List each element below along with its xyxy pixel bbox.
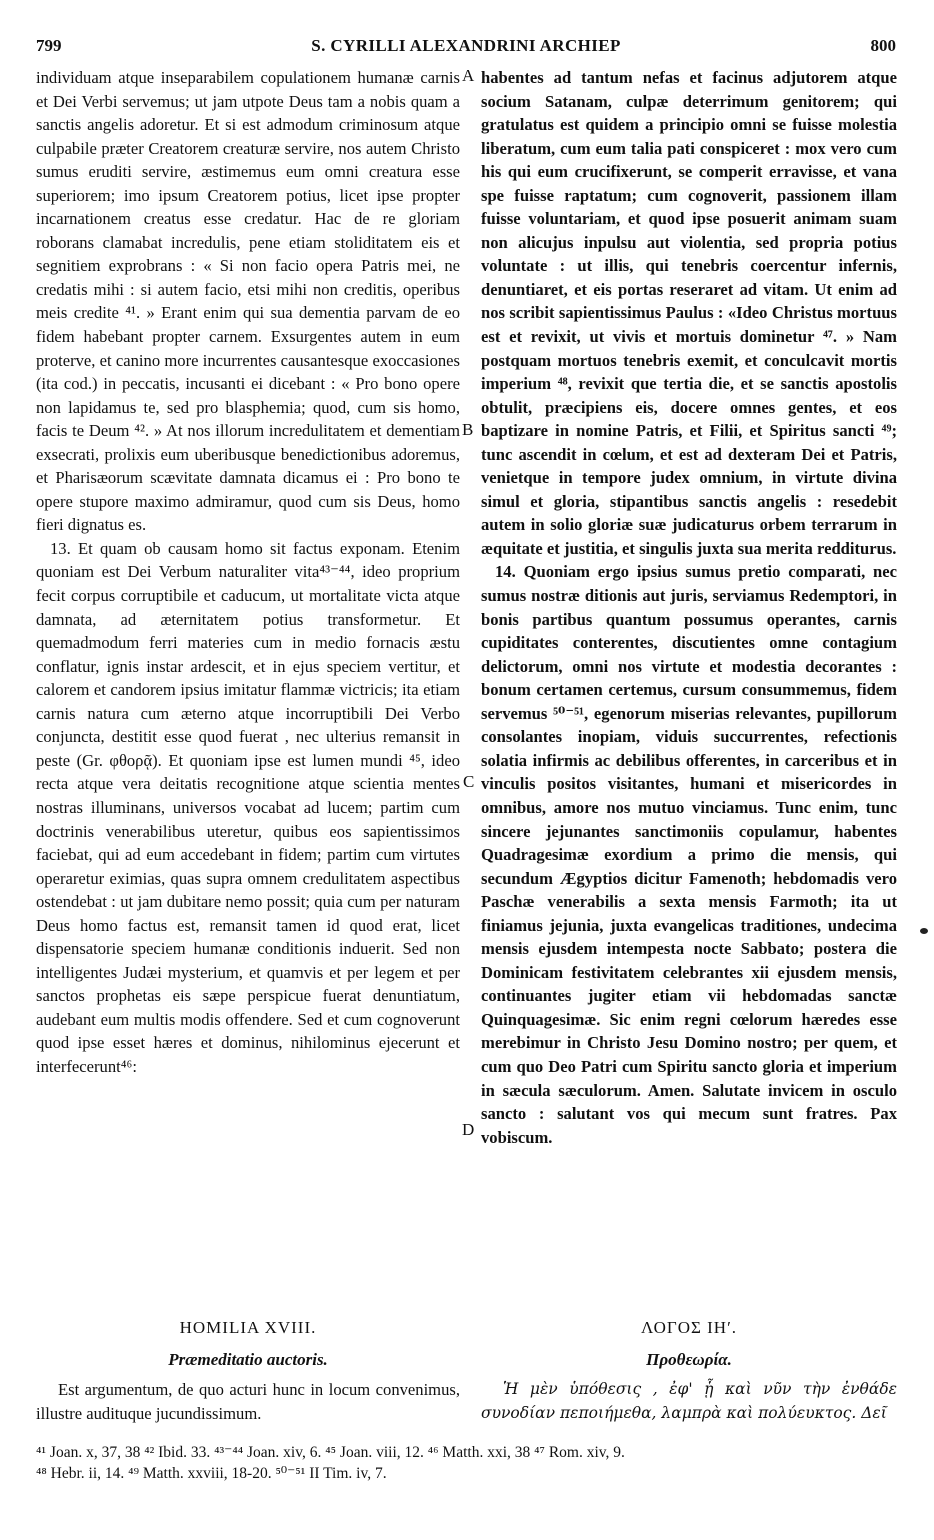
- homily-intro-greek-text: Ἡ μὲν ὑπόθεσις , ἐφ' ᾗ καὶ νῦν τὴν ἐνθάδε συνοδίαν πεποιήμεθα, λαμπρὰ καὶ πολύευκτος. Δεῖ: [481, 1380, 897, 1422]
- left-paragraph-1: individuam atque inseparabilem copulationem humanæ carnis et Dei Verbi servemus; ut jam utpote Deus tam a nobis quam a sanctis angelis adoretur. Et si est admodum criminosum atque culpabile præter Creatorem creaturæ servire, nos autem Christo sumus eruditi servire, æstimemus eum omni creatura esse superiorem; imo ipsum Creatorem potius, licet ipse propter incarnationem creatus esse credatur. Hac de re gloriam roborans clamabat incredulis, pene etiam stoliditatem eis et segnitiem exprobrans : « Si non facio opera Patris mei, ne credatis mihi : si autem facio, etsi mihi non creditis, operibus meis credite ⁴¹. » Erant enim qui sua dementia parvam de eo fidem habebant propter carnem. Exsurgentes autem in eum proterve, et canino more incurrentes causantesque exoccasiones (ita cod.) in peccatis, incusanti ei dicebant : « Pro bono opere non lapidamus te, sed pro blasphemia; quod, cum sis homo, facis te Deum ⁴². » At nos illorum incredulitatem et dementiam exsecrati, prolixis eum uberibusque benedictionibus adoremus, et Pharisæorum scævitate damnata dicamus ei : Pro bono te opere stupore maximo admiramur, quod cum sis Deus, homo fieri dignatus es.: [36, 68, 460, 535]
- page-header: [36, 36, 896, 60]
- page-number-left: 799: [36, 36, 62, 55]
- footnote-line-2: ⁴⁸ Hebr. ii, 14. ⁴⁹ Matth. xxviii, 18-20. ⁵⁰⁻⁵¹ II Tim. iv, 7.: [36, 1465, 387, 1482]
- homily-subtitle-latin: Præmeditatio auctoris.: [168, 1350, 328, 1369]
- page-number-right: 800: [870, 36, 896, 55]
- homily-title-greek: ΛΟΓΟΣ ΙΗʹ.: [640, 1318, 738, 1337]
- homily-title-latin: HOMILIA XVIII.: [179, 1318, 317, 1337]
- homily-intro-latin-text: Est argumentum, de quo acturi hunc in locum convenimus, illustre audituque jucundissimum.: [36, 1380, 460, 1423]
- right-column: [481, 66, 897, 1149]
- left-column: [36, 66, 460, 1079]
- footnotes: [36, 1442, 898, 1484]
- homily-intro-greek: [481, 1378, 897, 1425]
- right-paragraph-1: habentes ad tantum nefas et facinus adjutorem atque socium Satanam, culpæ deterrimum genitorem; qui gratulatus est quidem a principio omni se fuisse molestia liberatum, cum eum talia pati conspiceret : mox vero cum his qui eum crucifixerunt, se comperit erravisse, et vana spe fuisse raptatum; cum cognoverit, passionem illam fuisse voluntariam, et quod ipse posuerit animam suam non alicujus inpulsu aut violentia, sed propria potius voluntate : ut illis, qui tenebris coercentur infernis, denuntiaret, et eis portas reseraret ad vitam. Ut enim ad nos scribit sapientissimus Paulus : «Ideo Christus mortuus est et revixit, ut vivis et mortuis dominetur ⁴⁷. » Nam postquam mortuos tenebris exemit, et conculcavit mortis imperium ⁴⁸, revixit que tertia die, et se sanctis apostolis obtulit, præcipiens eis, docere omnes gentes, et eos baptizare in nomine Patris, et Filii, et Spiritus sancti ⁴⁹; tunc ascendit in cœlum, et est ad dexteram Dei et Patris, venietque in tempore judex omnium, in virtute divina simul et gloria, stipantibus sanctis angelis : resedebit autem in solio gloriæ suæ judicaturus orbem terrarum in æquitate et justitia, et singulis juxta sua merita redditurus.: [481, 68, 897, 558]
- margin-marker-b: B: [462, 420, 474, 439]
- margin-marker-a: A: [462, 66, 475, 85]
- margin-marker-c: C: [463, 772, 475, 791]
- homily-subtitle-greek: Προθεωρία.: [646, 1350, 732, 1369]
- margin-marker-d: D: [462, 1120, 475, 1139]
- footnote-line-1: ⁴¹ Joan. x, 37, 38 ⁴² Ibid. 33. ⁴³⁻⁴⁴ Joan. xiv, 6. ⁴⁵ Joan. viii, 12. ⁴⁶ Matth. xxi, 38 ⁴⁷ Rom. xiv, 9.: [36, 1444, 625, 1461]
- left-paragraph-2: 13. Et quam ob causam homo sit factus exponam. Etenim quoniam est Dei Verbum naturaliter vita⁴³⁻⁴⁴, ideo proprium fecit corpus corruptibile et caducum, ut mortalitate victa atque damnata, ad æternitatem potius transformetur. Et quemadmodum ferri materies cum in medio fornacis æstu conflatur, ignis instar ardescit, et in ejus speciem vertitur, et calorem et candorem ipsius imitatur flammæ victricis; ita etiam carnis natura cum æterno atque incorruptibili Dei Verbo conjuncta, destitit esse quod fuerat , nec ulterius remansit in peste (Gr. φθορᾷ). Et quoniam ipse est lumen mundi ⁴⁵, ideo recta atque vera deitatis recognitione atque scientia mentes nostras illuminans, universos vocabat ad lucem; partim cum doctrinis venerabilibus uteretur, quibus eos sapientissimos faciebat, qui ad eum accedebant in fidem; partim cum virtutes operaretur eximias, quas supra omnem credulitatem aspectibus ostendebat : ut jam dubitare nemo possit; quia cum per naturam Deus homo factus est, remansit tamen id quod erat, licet dispensatorie speciem humanæ conditionis induerit. Sed non intelligentes Judæi mysterium, et quamvis et per legem et per sanctos prophetas eis sæpe perspicue fuerat denuntiatum, audebant eum multis modis offendere. Sed et cum cognoverunt quod ipse esset hæres et dominus, nihilominus ejecerunt et interfecerunt⁴⁶:: [36, 538, 460, 1076]
- running-title: S. CYRILLI ALEXANDRINI ARCHIEP: [311, 36, 621, 55]
- right-paragraph-2: 14. Quoniam ergo ipsius sumus pretio comparati, nec sumus nostræ ditionis aut juris, serviamus Redemptori, in bonis partibus quantum possumus operantes, carnis cupiditates conterentes, discutientes omne contagium delictorum, omni nos virtute et modestia decorantes : bonum certamen certemus, cursum consummemus, fidem servemus ⁵⁰⁻⁵¹, egenorum miserias relevantes, pupillorum consolantes inopiam, viduis succurrentes, refectionis solatia infirmis ac debilibus offerentes, in carceribus et in vinculis positos visitantes, humani et misericordes in omnibus, amore nos mutuo vinciamus. Tunc enim, tunc sincere jejunantes sanctimoniis copulamur, habentes Quadragesimæ exordium a primo die mensis, qui secundum Ægyptios dicitur Famenoth; hebdomadis vero Paschæ venerabilis a sexta mensis Farmoth; ita ut finiamus jejunia, juxta evangelicas traditiones, undecima mensis ejusdem intempesta nocte Sabbato; postera die Dominicam festivitatem celebrantes xii ejusdem mensis, continuantes jugiter etiam vii hebdomadas sanctæ Quinquagesimæ. Sic enim regni cœlorum hæredes esse merebimur in Christo Jesu Domino nostro; per quem, et cum quo Deo Patri cum Spiritu sancto gloria et imperium in sæcula sæculorum. Amen. Salutate invicem in osculo sancto : salutant vos qui mecum sunt fratres. Pax vobiscum.: [481, 562, 897, 1147]
- homily-intro-latin: [36, 1378, 460, 1425]
- ink-mark: [920, 928, 928, 934]
